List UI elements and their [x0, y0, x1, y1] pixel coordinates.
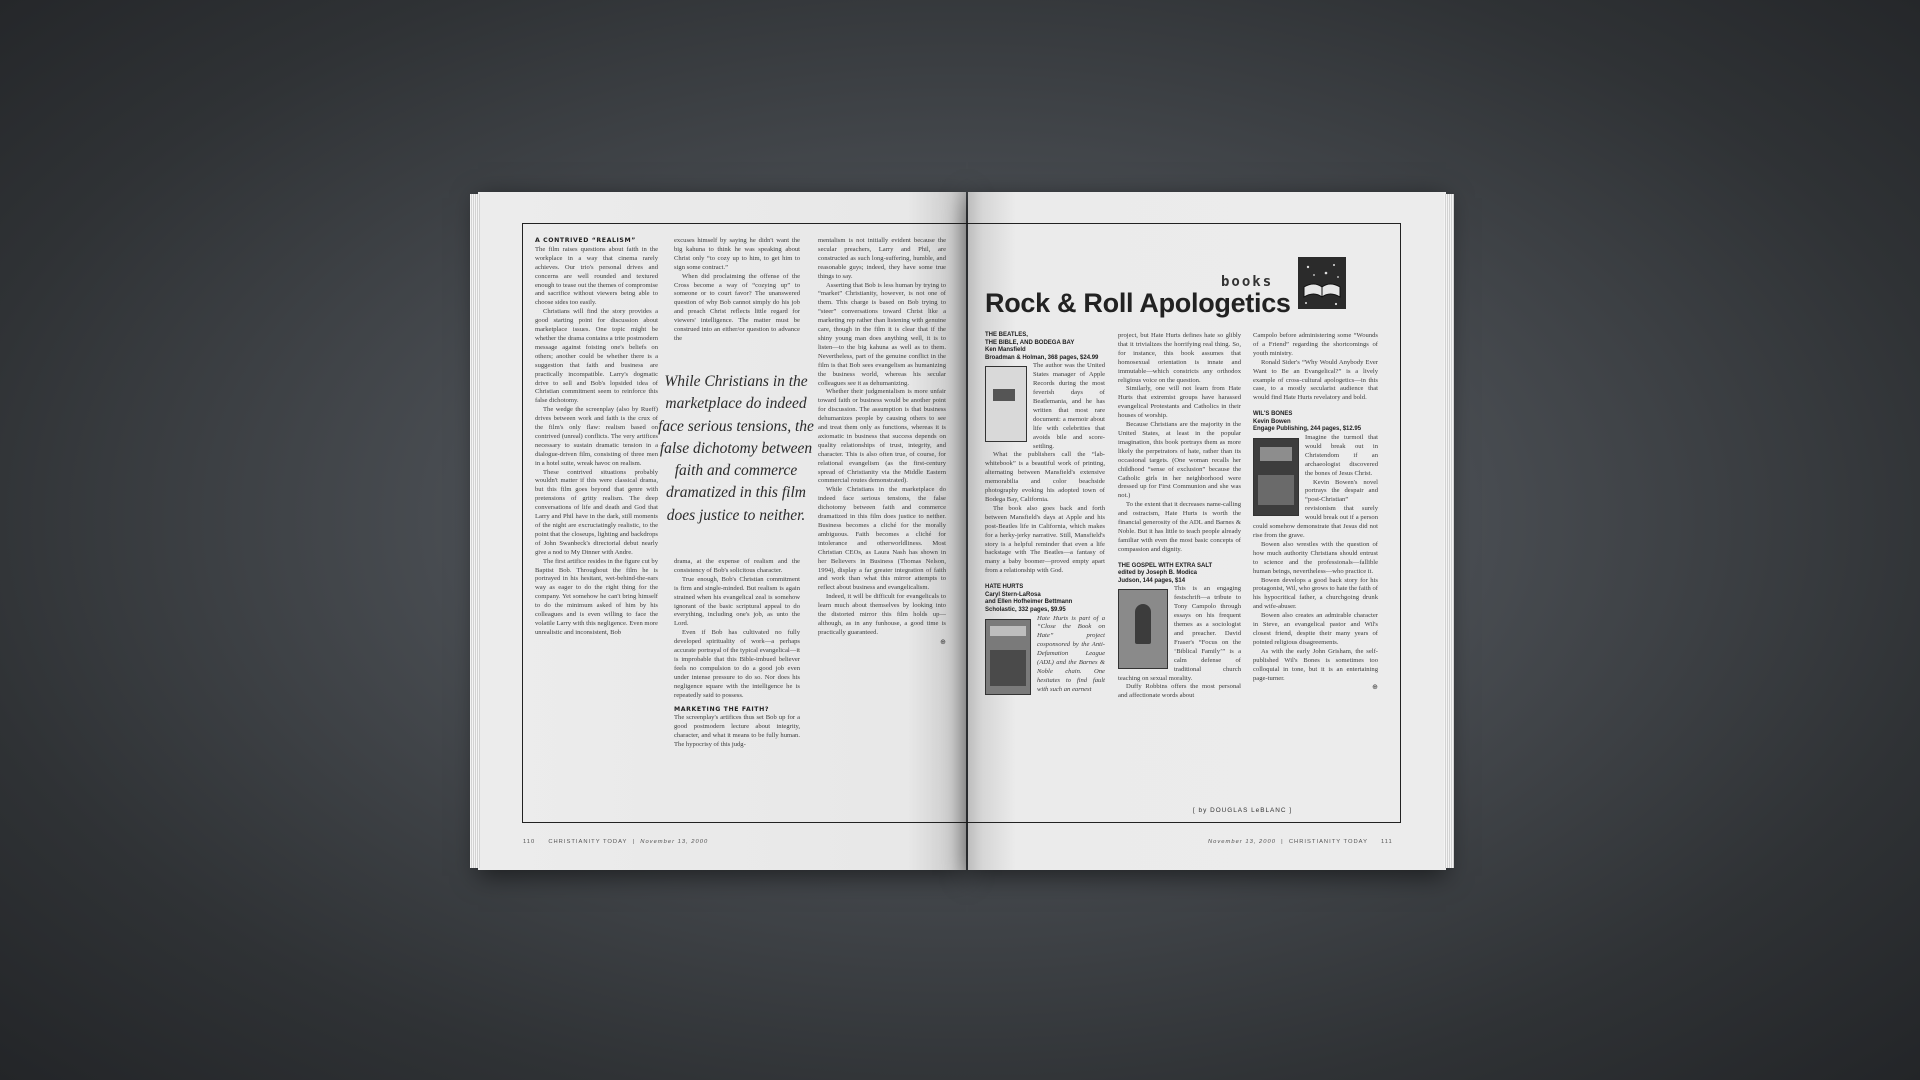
page-number: 111 [1380, 839, 1393, 845]
book-publisher: Broadman & Holman, 368 pages, $24.99 [985, 354, 1099, 361]
paragraph: What the publishers call the “lab-whitebook” is a beautiful work of printing, alternating between Mansfield's extensive memorabilia and color beachside photography evoking his adopted town of Bodega Bay, California. [985, 451, 1105, 503]
book-publisher: Judson, 144 pages, $14 [1118, 577, 1186, 584]
paragraph: The author was the United States manager of Apple Records during the most feverish days of Beatlemania, and he has written that most rare document: a memoir about life with celebrities that avoids bile and score-settling. [1033, 362, 1105, 450]
paragraph: Ronald Sider's “Why Would Anybody Ever Want to Be an Evangelical?” is a lively example of cross-cultural apologetics—in this case, to a mostly secularist audience that would find Hate Hurts revelatory and bold. [1253, 358, 1378, 402]
end-mark-icon: ⊕ [940, 637, 946, 646]
open-book-icon [1298, 257, 1346, 309]
paragraph: Whether their judgmentalism is more unfair toward faith or business would be another point for discussion. The assumption is that business dehumanizes people by causing others to see and treat them only as functions, whereas it is axiomatic in business that success depends on quality relationships of trust, integrity, and character. This is also often true, of course, for relational evangelism (as the first-century spread of Christianity via the Middle Eastern commercial routes demonstrated). [818, 388, 946, 485]
left-column-2-bottom [674, 558, 800, 750]
paragraph: project, but Hate Hurts defines hate so glibly that it trivializes the horrifying real thing. So, for instance, this book assumes that homosexual orientation is innate and immutable—which constricts any orthodox religious voice on the question. [1118, 332, 1241, 384]
section-label: books [1221, 274, 1274, 290]
article-title: Rock & Roll Apologetics [985, 288, 1291, 318]
right-column-2 [1118, 332, 1241, 701]
book-cover-gospel-extra-salt [1118, 589, 1168, 669]
issue-date: November 13, 2000 [1208, 839, 1276, 845]
paragraph: When did proclaiming the offense of the Cross become a way of “cozying up” to someone or to court favor? The unanswered question of why Bob cannot simply do his job and preach Christ reflects little regard for viewers' intelligence. The matter must be construed into an either/or question to advance the [674, 272, 800, 342]
book-author: Caryl Stern-LaRosa [985, 591, 1041, 598]
left-page [478, 192, 966, 870]
magazine-name: CHRISTIANITY TODAY [548, 839, 628, 845]
book-author: and Ellen Hofheimer Bettmann [985, 599, 1073, 606]
paragraph: Indeed, it will be difficult for evangelicals to learn much about themselves by looking into the distorted mirror this film holds up—although, as in any funhouse, a good time is practically guaranteed. [818, 593, 946, 636]
paragraph: Duffy Robbins offers the most personal and affectionate words about [1118, 683, 1241, 700]
paragraph: Campolo before administering some “Wounds of a Friend” regarding the shortcomings of youth ministry. [1253, 332, 1378, 357]
paragraph: This is an engaging festschrift—a tribute to Tony Campolo through essays on his frequent themes as a sociologist and preacher. David Fraser's “Focus on the ‘Biblical Family’” is a calm defense of traditional church teaching on sexual morality. [1118, 585, 1241, 682]
magazine-name: CHRISTIANITY TODAY [1288, 839, 1368, 845]
paragraph: excuses himself by saying he didn't want the big kahuna to think he was speaking about Christ only “to cozy up to him, to get him to sign some contract.” [674, 237, 800, 271]
section-heading: MARKETING THE FAITH? [674, 705, 770, 713]
paragraph: Kevin Bowen's novel portrays the despair and “post-Christian” revisionism that surely would break out if a person could somehow demonstrate that Jesus did not rise from the grave. [1253, 478, 1378, 539]
page-edges-right [1444, 194, 1454, 868]
paragraph: Similarly, one will not learn from Hate Hurts that extremist groups have harassed evangelical Protestants and Catholics in their houses of worship. [1118, 385, 1241, 420]
left-column-3 [818, 237, 946, 648]
pull-quote: While Christians in the marketplace do indeed face serious tensions, the false dichotomy between faith and commerce dramatized in this film does justice to neither. [658, 373, 814, 524]
paragraph: These contrived situations probably wouldn't matter if this were classical drama, but this film goes beyond that genre with pretensions of gritty realism. The deep conversations of life and death and God that Larry and Phil have in the dark, still moments of the night are excruciatingly realistic, to the point that the closeups, lighting and backdrops of John Swanbeck's directorial debut nearly give a nod to My Dinner with Andre. [535, 468, 658, 556]
paragraph: Asserting that Bob is less human by trying to “market” Christianity, however, is not one of them. This charge is based on Bob trying to “steer” conversations toward Christ like a marketing rep rather than listening with genuine care, though in the film it is clear that if the shiny young man does anything well, it is to listen—to the big kahuna as well as to them. Nevertheless, part of the genuine conflict in the film is that Bob sees evangelism as humanizing the business world, whereas his secular colleagues see it as dehumanizing. [818, 281, 946, 387]
section-heading: A CONTRIVED “REALISM” [535, 237, 636, 244]
page-number: 110 [523, 839, 536, 845]
paragraph: The first artifice resides in the figure cut by Baptist Bob. Throughout the film he is portrayed in his hesitant, wet-behind-the-ears way as eager to do the right thing for the company. Yet somehow he can't bring himself to do the minimum asked of him by his colleagues and is even willing to face the volatile Larry with this negligence. Even more unrealistic and inconsistent, Bob [535, 557, 658, 636]
book-cover-beatles [985, 366, 1027, 442]
paragraph: The film raises questions about faith in the workplace in a way that cinema rarely achieves. Our trio's personal drives and concerns are well rounded and textured enough to tease out the themes of compromise and sacrifice without viewers being able to choose sides too easily. [535, 245, 658, 307]
paragraph: While Christians in the marketplace do indeed face serious tensions, the false dichotomy between faith and commerce dramatized in this film does justice to neither. Business becomes a cliché for the morally ambiguous. Faith becomes a cliché for intolerance and otherworldliness. Most Christian CEOs, as Laura Nash has shown in her Believers in Business (Thomas Nelson, 1994), display a far greater integration of faith and work than what this mirror attempts to reflect about business and evangelicalism. [818, 486, 946, 592]
right-column-3 [1253, 332, 1378, 693]
book-title: THE GOSPEL WITH EXTRA SALT [1118, 562, 1213, 569]
paragraph: As with the early John Grisham, the self-published Wil's Bones is sometimes too colloquial in tone, but it is an entertaining page-turner. [1253, 647, 1378, 682]
paragraph: Even if Bob has cultivated no fully developed spirituality of work—a perhaps accurate portrayal of the typical evangelical—it is improbable that this Bible-imbued believer feels no compulsion to do a good job even under intense pressure to do so. Nor does his negligence square with the intelligence he is repeatedly said to possess. [674, 629, 800, 699]
book-cover-hate-hurts [985, 619, 1031, 695]
paragraph: The wedge the screenplay (also by Rueff) drives between work and faith is the crux of the film's only flaw: realism based on contrived (unreal) conflicts. The very artifices necessary to sustain dramatic tension in a dialogue-driven film, consisting of three men in a hotel suite, wreak havoc on realism. [535, 406, 658, 467]
book-title: THE BIBLE, AND BODEGA BAY [985, 339, 1075, 346]
paragraph: Hate Hurts is part of a “Close the Book on Hate” project cosponsored by the Anti-Defamation League (ADL) and the Barnes & Noble chain. One hesitates to find fault with such an earnest [1037, 614, 1105, 693]
folio: 110 CHRISTIANITY TODAY | November 13, 2000 [523, 839, 709, 845]
book-title: THE BEATLES, [985, 332, 1028, 338]
paragraph: The book also goes back and forth between Mansfield's days at Apple and his post-Beatles life in California, which makes for a herky-jerky narrative. Still, Mansfield's story is a helpful reminder that even a life backstage with The Beatles—a fantasy of many a baby boomer—proved empty apart from a relationship with God. [985, 504, 1105, 575]
book-publisher: Engage Publishing, 244 pages, $12.95 [1253, 426, 1362, 433]
paragraph: Imagine the turmoil that would break out in Christendom if an archaeologist discovered the bones of Jesus Christ. [1305, 434, 1378, 477]
book-title: WIL'S BONES [1253, 411, 1293, 418]
book-author: edited by Joseph B. Modica [1118, 570, 1198, 577]
paragraph: drama, at the expense of realism and the consistency of Bob's solicitous character. [674, 558, 800, 574]
byline: [ by DOUGLAS LeBLANC ] [1193, 807, 1293, 814]
right-column-1 [985, 332, 1105, 697]
left-column-1 [535, 237, 658, 638]
book-author: Kevin Bowen [1253, 418, 1291, 425]
book-publisher: Scholastic, 332 pages, $9.95 [985, 606, 1066, 613]
paragraph: Because Christians are the majority in the United States, at least in the popular imagination, this book portrays them as more likely the perpetrators of hate, rather than its occasional targets. (One woman recalls her childhood “sense of exclusion” because the Catholic girls in her neighborhood were dressed up for First Communion and she was not.) [1118, 421, 1241, 500]
paragraph: Bowen develops a good back story for his protagonist, Wil, who grows to hate the faith of his hypocritical father, a churchgoing drunk and wife-abuser. [1253, 576, 1378, 611]
paragraph: Christians will find the story provides a good starting point for discussion about marketplace issues. One topic might be whether the drama contains a trite postmodern message against foisting one's beliefs on others; another could be whether there is a suggestion that faith and business are practically incompatible. Larry's dogmatic drive to sell and Bob's lopsided idea of Christian commitment seem to reinforce this false dichotomy. [535, 308, 658, 405]
page-edges-left [470, 194, 480, 868]
folio: November 13, 2000 | CHRISTIANITY TODAY 111 [1208, 839, 1393, 845]
left-column-2-top [674, 237, 800, 344]
paragraph: To the extent that it decreases name-calling and ostracism, Hate Hurts is worth the financial generosity of the ADL and Barnes & Noble. But it has little to teach people already familiar with even the most basic concepts of compassion and dignity. [1118, 501, 1241, 553]
book-author: Ken Mansfield [985, 347, 1026, 354]
paragraph: The screenplay's artifices thus set Bob up for a good postmodern lecture about integrity, character, and what it means to be fully human. The hypocrisy of this judg- [674, 714, 800, 749]
magazine-spread [478, 192, 1446, 870]
book-title: HATE HURTS [985, 584, 1024, 591]
end-mark-icon: ⊕ [1372, 683, 1378, 692]
paragraph: Bowen also wrestles with the question of how much authority Christians should entrust to science and the professionals—fallible human beings, nevertheless—who practice it. [1253, 540, 1378, 575]
paragraph: mentalism is not initially evident because the secular preachers, Larry and Phil, are constructed as such long-suffering, humble, and reasonable guys; indeed, they have some true things to say. [818, 237, 946, 280]
issue-date: November 13, 2000 [640, 839, 709, 845]
paragraph: Bowen also creates an admirable character in Steve, an evangelical pastor and Wil's closest friend, despite their many years of pointed religious disagreements. [1253, 612, 1378, 646]
right-page [968, 192, 1446, 870]
book-cover-wils-bones [1253, 438, 1299, 516]
paragraph: True enough, Bob's Christian commitment is firm and single-minded. But realism is again strained when his evangelical zeal is somehow ignorant of the basic scriptural appeal to do everything, including one's job, as unto the Lord. [674, 575, 800, 628]
